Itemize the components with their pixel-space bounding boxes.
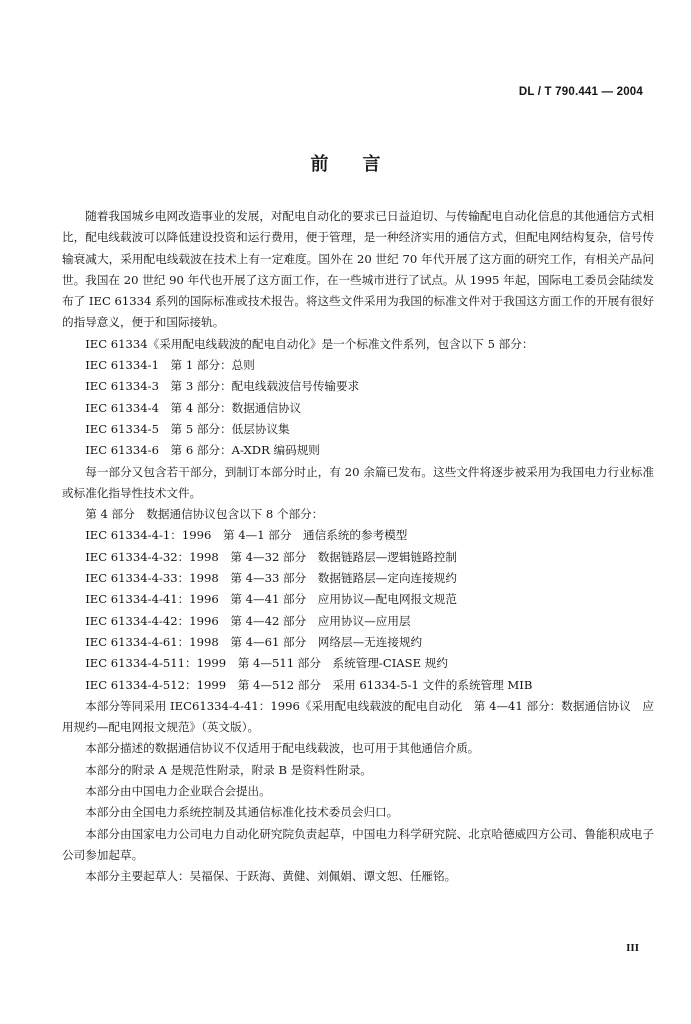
paragraph-scope: 本部分描述的数据通信协议不仅适用于配电线载波，也可用于其他通信介质。 — [85, 741, 480, 756]
paragraph-drafters: 本部分主要起草人：吴福保、于跃海、黄健、刘佩娟、谭文恕、任雁铭。 — [85, 869, 457, 884]
paragraph-drafting-units: 本部分由国家电力公司电力自动化研究院负责起草，中国电力科学研究院、北京哈德威四方公司、鲁能积成电子公司参加起草。 — [62, 826, 654, 862]
list-item-series-part: IEC 61334-6 第 6 部分：A-XDR 编码规则 — [85, 443, 320, 458]
list-item-part4: IEC 61334-4-512：1999 第 4—512 部分 采用 61334-5-1 文件的系统管理 MIB — [85, 677, 533, 692]
page-number: III — [626, 942, 639, 954]
list-item-series-part: IEC 61334-5 第 5 部分：低层协议集 — [85, 421, 290, 436]
list-item-part4: IEC 61334-4-1：1996 第 4—1 部分 通信系统的参考模型 — [85, 528, 408, 543]
paragraph-subparts: 每一部分又包含若干部分，到制订本部分时止，有 20 余篇已发布。这些文件将逐步被采用为我国电力行业标准或标准化指导性技术文件。 — [62, 464, 654, 500]
list-item-series-part: IEC 61334-3 第 3 部分：配电线载波信号传输要求 — [85, 379, 360, 394]
paragraph-annexes: 本部分的附录 A 是规范性附录，附录 B 是资料性附录。 — [85, 762, 372, 777]
list-item-part4: IEC 61334-4-511：1999 第 4—511 部分 系统管理-CIASE 规约 — [85, 656, 448, 671]
list-item-part4: IEC 61334-4-32：1998 第 4—32 部分 数据链路层—逻辑链路控制 — [85, 549, 457, 564]
list-item-part4: IEC 61334-4-61：1998 第 4—61 部分 网络层—无连接规约 — [85, 634, 423, 649]
body-text — [62, 206, 654, 888]
list-item-series-part: IEC 61334-4 第 4 部分：数据通信协议 — [85, 400, 302, 415]
page-title: 前言 — [310, 154, 415, 175]
list-item-part4: IEC 61334-4-33：1998 第 4—33 部分 数据链路层—定向连接规约 — [85, 571, 457, 586]
paragraph-series-intro: IEC 61334《采用配电线载波的配电自动化》是一个标准文件系列，包含以下 5 部分： — [85, 336, 534, 351]
paragraph-proposer: 本部分由中国电力企业联合会提出。 — [85, 784, 271, 799]
list-item-series-part: IEC 61334-1 第 1 部分：总则 — [85, 358, 255, 373]
paragraph-adoption: 本部分等同采用 IEC61334-4-41：1996《采用配电线载波的配电自动化 第 4—41 部分：数据通信协议 应用规约—配电网报文规范》（英文版）。 — [62, 698, 655, 735]
document-code: DL / T 790.441 — 2004 — [518, 86, 643, 98]
paragraph-committee: 本部分由全国电力系统控制及其通信标准化技术委员会归口。 — [85, 805, 399, 820]
paragraph-background: 随着我国城乡电网改造事业的发展，对配电自动化的要求已日益迫切、与传输配电自动化信息的其他通信方式相比，配电线载波可以降低建设投资和运行费用，便于管理，是一种经济实用的通信方式，但配电网结构复杂，信号传输衰减大，采用配电线载波在技术上有一定难度。国外在 20 世纪 70 年代开展了这方面的研究工作，有相关产品问世。我国在 20 世纪 90 年代也开展了这方面工作，在一些城市进行了试点。从 1995 年起，国际电工委员会陆续发布了 IEC 61334 系列的国际标准或技术报告。将这些文件采用为我国的标准文件对于我国这方面工作的开展有很好的指导意义，便于和国际接轨。 — [62, 209, 655, 330]
list-item-part4: IEC 61334-4-41：1996 第 4—41 部分 应用协议—配电网报文规范 — [85, 592, 457, 607]
paragraph-part4-intro: 第 4 部分 数据通信协议包含以下 8 个部分： — [85, 507, 324, 522]
list-item-part4: IEC 61334-4-42：1996 第 4—42 部分 应用协议—应用层 — [85, 613, 411, 628]
